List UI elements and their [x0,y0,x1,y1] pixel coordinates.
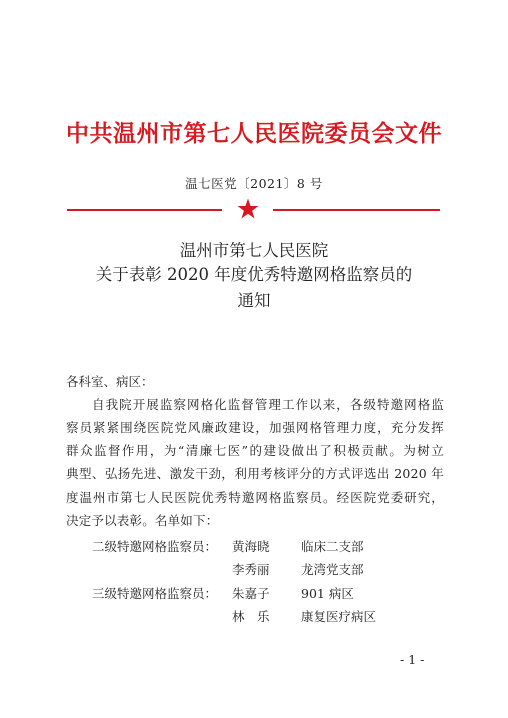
roster-unit: 康复医疗病区 [301,609,377,624]
document-number: 温七医党〔2021〕8 号 [185,176,323,191]
roster-unit: 龙湾党支部 [301,562,364,577]
roster-unit: 临床二支部 [301,539,364,554]
body-line: 群众监督作用，为“清廉七医”的建设做出了积极贡献。为树立 [66,443,444,458]
notice-title-line-1: 温州市第七人民医院 [179,241,329,260]
roster-unit: 901 病区 [301,586,354,601]
roster-name: 林 乐 [232,609,270,624]
notice-title-line-3: 通知 [237,291,271,310]
page-number: - 1 - [400,652,425,667]
body-line: 自我院开展监察网格化监督管理工作以来，各级特邀网格监 [92,397,444,412]
roster-level-label: 三级特邀网格监察员： [92,586,218,601]
body-line: 度温州市第七人民医院优秀特邀网格监察员。经医院党委研究， [66,490,444,505]
red-divider-left [67,209,222,211]
roster-name: 朱嘉子 [232,586,270,601]
body-line: 察员紧紧围绕医院党风廉政建设，加强网格管理力度，充分发挥 [66,420,444,435]
salutation: 各科室、病区： [66,374,154,389]
red-star-icon [236,197,260,221]
roster-name: 李秀丽 [232,562,270,577]
red-divider-right [273,209,440,211]
red-header-title: 中共温州市第七人民医院委员会文件 [66,120,442,147]
body-line: 决定予以表彰。名单如下： [66,513,219,528]
roster-name: 黄海晓 [232,539,270,554]
roster-level-label: 二级特邀网格监察员： [92,539,218,554]
body-line: 典型、弘扬先进、激发干劲，利用考核评分的方式评选出 2020 年 [66,466,444,481]
notice-title-line-2: 关于表彰 2020 年度优秀特邀网格监察员的 [95,265,413,284]
